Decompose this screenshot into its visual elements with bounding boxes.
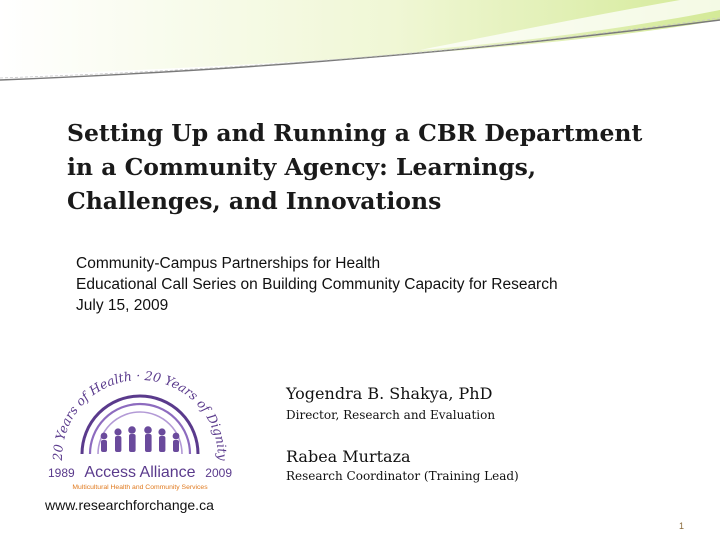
slide-subtitle — [76, 253, 696, 316]
presenter-name: Rabea Murtaza — [286, 447, 411, 466]
title-line-1: Setting Up and Running a CBR Department — [67, 119, 643, 147]
logo-year-start: 1989 — [48, 466, 75, 480]
logo-tagline: Multicultural Health and Community Services — [72, 484, 208, 491]
presenter-role: Director, Research and Evaluation — [286, 408, 496, 422]
title-line-3: Challenges, and Innovations — [67, 187, 442, 215]
access-alliance-logo — [40, 366, 240, 496]
website-url: www.researchforchange.ca — [45, 497, 214, 513]
title-line-2: in a Community Agency: Learnings, — [67, 153, 537, 181]
page-number: 1 — [679, 521, 685, 531]
presenter-2 — [286, 447, 519, 483]
logo-arc-text: 20 Years of Health · 20 Years of Dignity — [49, 367, 231, 461]
logo-year-end: 2009 — [205, 466, 232, 480]
presenter-role: Research Coordinator (Training Lead) — [286, 469, 519, 483]
subtitle-line-1: Community-Campus Partnerships for Health — [76, 255, 381, 272]
presenter-1 — [286, 384, 495, 422]
subtitle-line-3: July 15, 2009 — [76, 297, 169, 314]
people-figures-icon — [101, 426, 180, 452]
slide-title — [67, 116, 707, 218]
svg-text:20 Years of Health · 20 Years — [50, 368, 230, 462]
subtitle-line-2: Educational Call Series on Building Community Capacity for Research — [76, 276, 558, 293]
presenter-name: Yogendra B. Shakya, PhD — [286, 384, 493, 403]
logo-brand: Access Alliance — [84, 464, 196, 481]
decorative-banner — [0, 0, 720, 90]
